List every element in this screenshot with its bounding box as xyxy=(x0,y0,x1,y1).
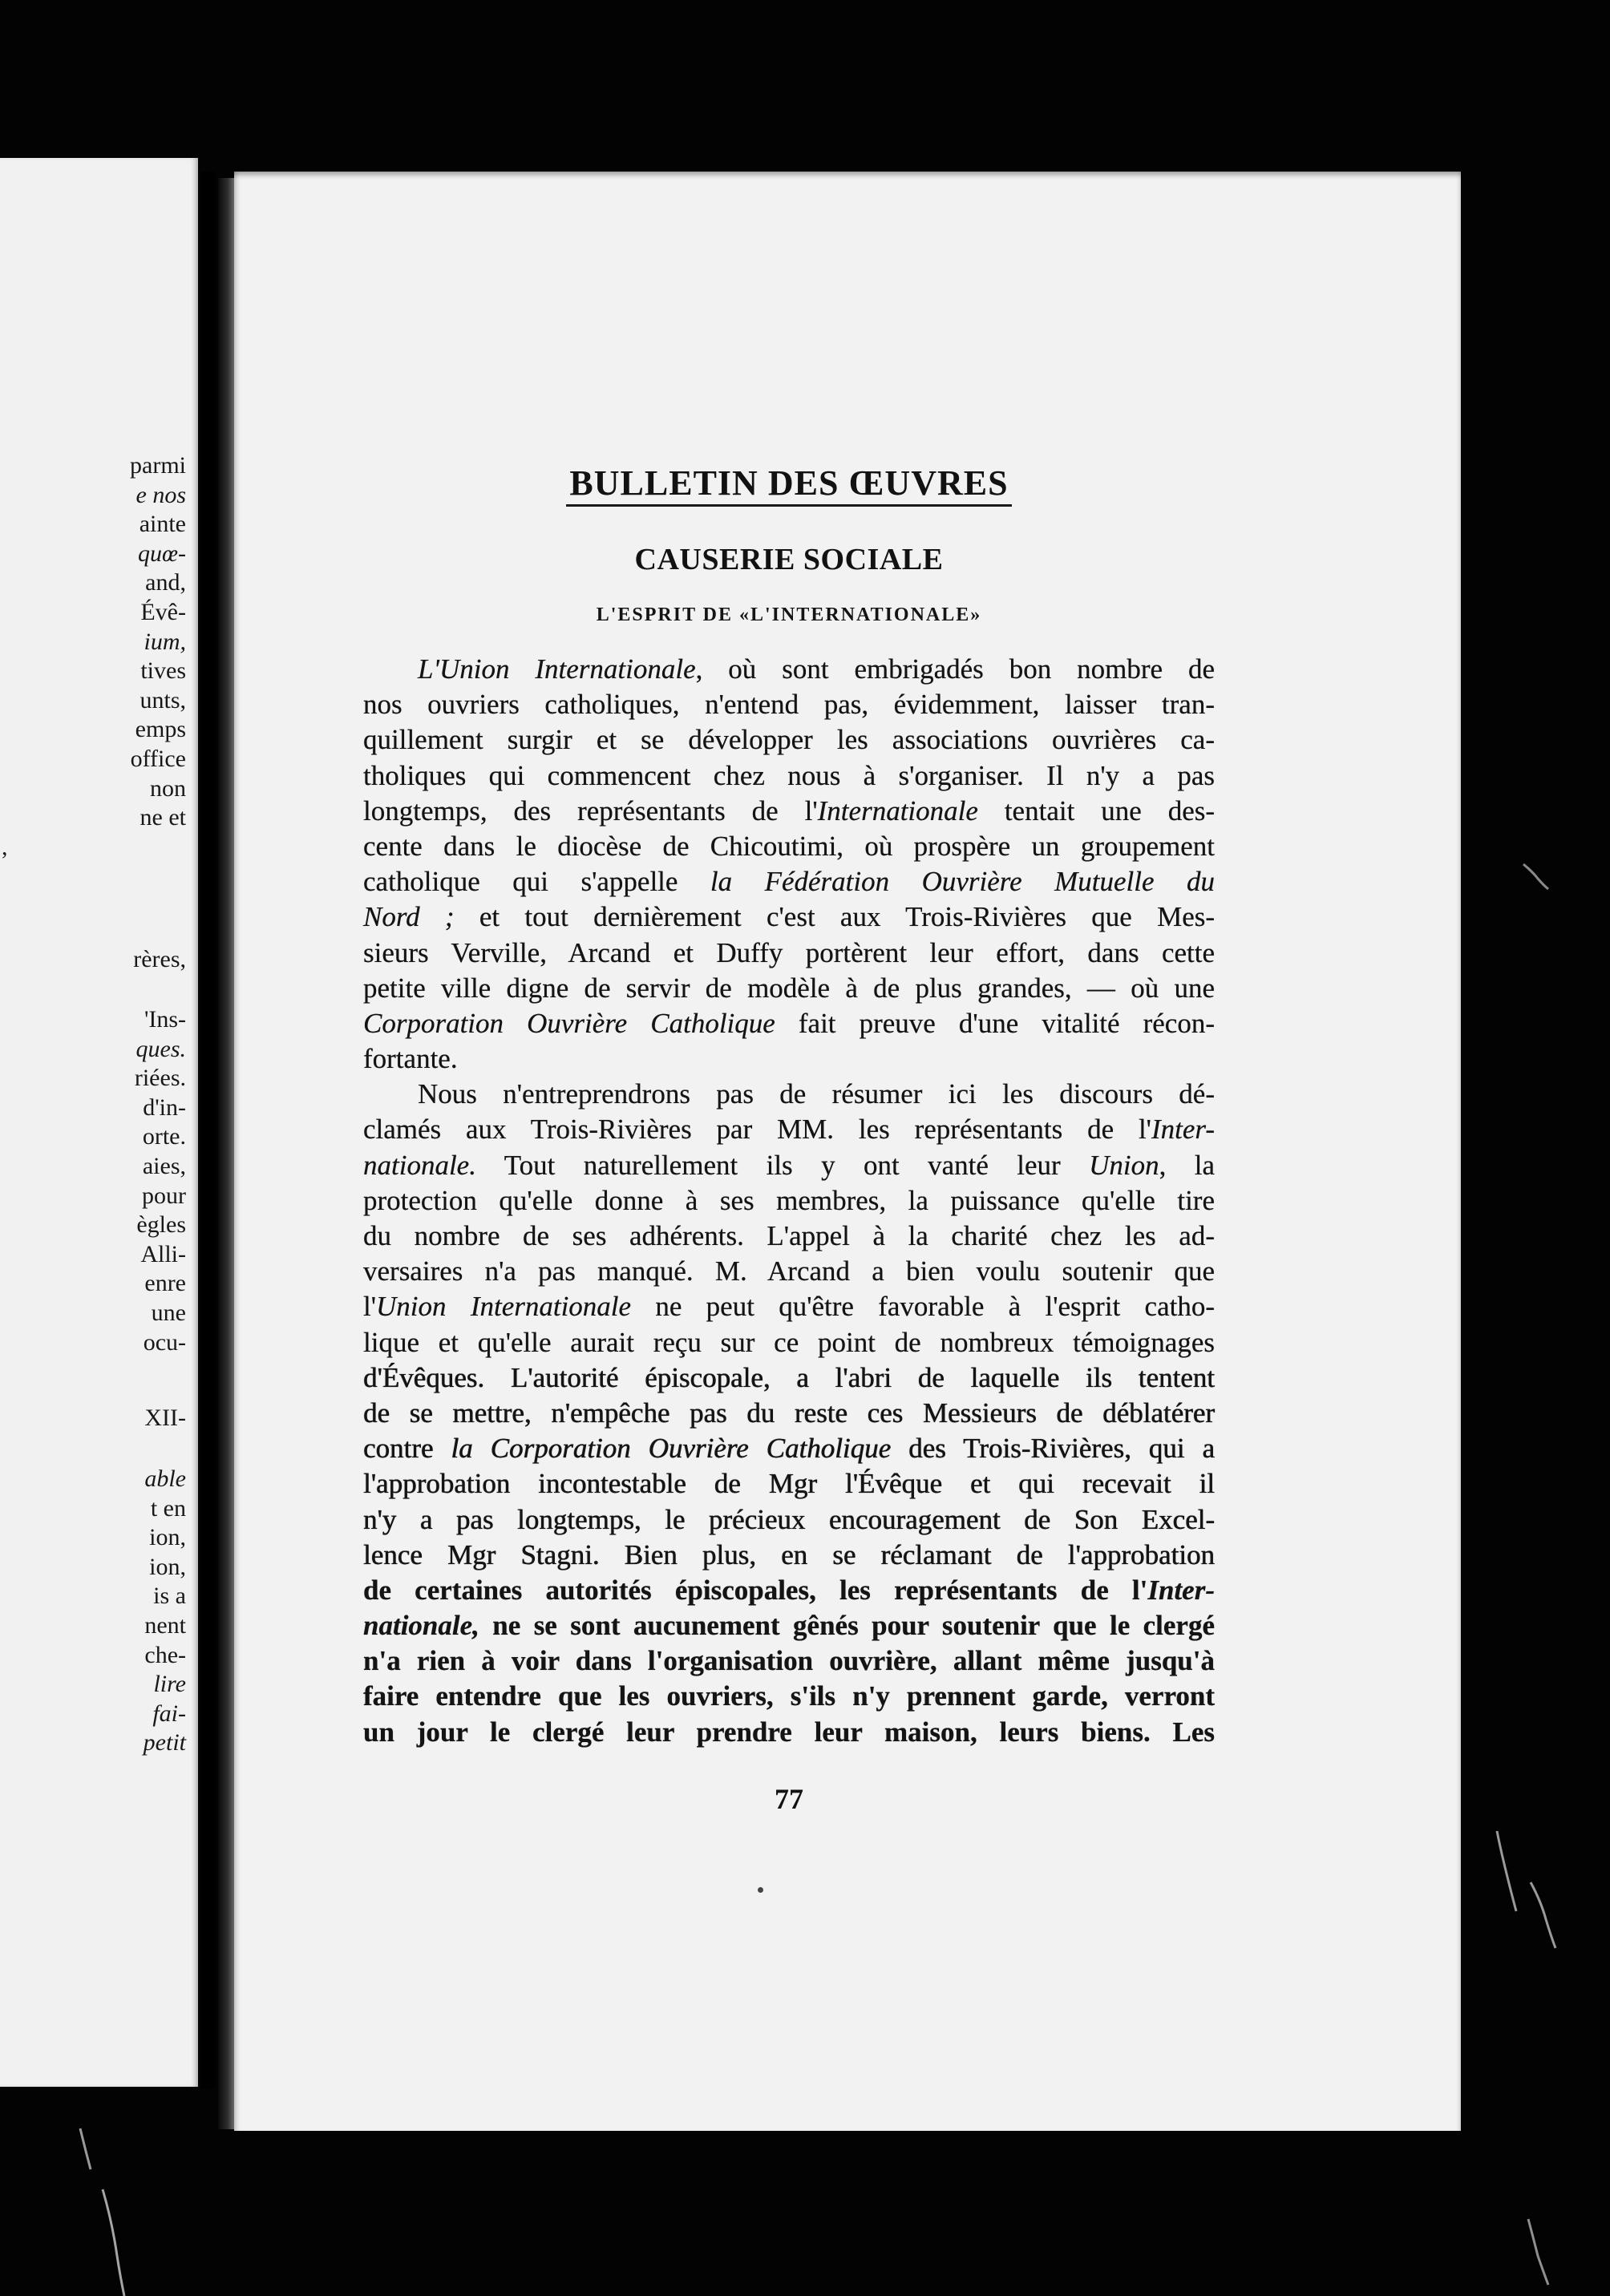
text: de se mettre, n'empêche pas du reste ces Messieurs de déblatérer xyxy=(363,1397,1215,1429)
text: un jour le clergé leur prendre leur maison, leurs biens. Les xyxy=(363,1716,1215,1748)
left-page-line xyxy=(0,1700,186,1729)
text: n'a rien à voir dans l'organisation ouvrière, allant même jusqu'à xyxy=(363,1645,1215,1677)
italic-text: Union Internationale xyxy=(376,1291,632,1323)
left-page-line xyxy=(0,1553,186,1583)
body-line xyxy=(363,1219,1215,1254)
body-line xyxy=(363,1715,1215,1750)
text: une xyxy=(151,1299,186,1326)
left-page-line xyxy=(0,1328,186,1358)
text: ion, xyxy=(149,1524,186,1551)
text: d'Évêques. L'autorité épiscopale, a l'abri de laquelle ils tentent xyxy=(363,1361,1215,1393)
text: ocu- xyxy=(143,1328,186,1356)
left-page xyxy=(0,158,198,2087)
body-line xyxy=(363,687,1215,722)
text: unts, xyxy=(140,686,186,713)
italic-text: L'Union Internationale xyxy=(418,653,696,685)
body-line xyxy=(363,722,1215,758)
body-line xyxy=(363,1077,1215,1112)
left-page-line xyxy=(0,1093,186,1123)
italic-text: Inter- xyxy=(1151,1114,1215,1146)
left-page-line xyxy=(0,1269,186,1299)
text: office xyxy=(130,745,186,772)
text: des Trois-Rivières, qui a xyxy=(891,1433,1215,1465)
text: Alli- xyxy=(140,1240,186,1267)
text: d'in- xyxy=(143,1093,186,1121)
left-page-line xyxy=(0,715,186,745)
text: is a xyxy=(153,1583,186,1610)
left-page-line xyxy=(0,1494,186,1524)
italic-text: Inter- xyxy=(1147,1574,1215,1606)
left-page-line xyxy=(0,598,186,628)
section-title: CAUSERIE SOCIALE xyxy=(634,543,944,576)
text: n'y a pas longtemps, le précieux encouragement de Son Excel- xyxy=(363,1503,1215,1535)
text: che- xyxy=(144,1641,186,1668)
left-page-line xyxy=(0,1005,186,1035)
left-page-text-block xyxy=(0,451,186,862)
text: orte. xyxy=(142,1123,186,1150)
left-page-line xyxy=(0,1465,186,1494)
italic-text: Nord ; xyxy=(363,901,455,933)
text: riées. xyxy=(134,1065,186,1092)
text: , où sont embrigadés bon nombre de xyxy=(695,653,1216,685)
text: l'approbation incontestable de Mgr l'Évêque et qui recevait il xyxy=(363,1468,1215,1500)
body-line xyxy=(363,1112,1215,1147)
italic-text: e nos xyxy=(136,481,186,508)
left-page-text-block xyxy=(0,1404,186,1433)
italic-text: petit xyxy=(143,1729,186,1756)
left-page-line xyxy=(0,745,186,774)
body-line xyxy=(363,899,1215,935)
body-text xyxy=(363,652,1215,1750)
left-page-line xyxy=(0,945,186,975)
section-subheading: L'ESPRIT DE «L'INTERNATIONALE» xyxy=(596,604,982,625)
page-edge-shadow xyxy=(218,178,234,2129)
italic-text: nationale, xyxy=(363,1610,479,1642)
left-page-line xyxy=(0,1152,186,1182)
text: ne se sont aucunement gênés pour soutenir que le clergé xyxy=(479,1610,1215,1642)
italic-text: ium, xyxy=(144,628,186,655)
italic-text: nationale. xyxy=(363,1149,476,1181)
text: XII- xyxy=(144,1405,186,1431)
scan-scratch xyxy=(103,2189,124,2296)
document-title: BULLETIN DES ŒUVRES xyxy=(566,465,1011,507)
body-line xyxy=(363,652,1215,687)
body-line xyxy=(363,1502,1215,1538)
italic-text: la Corporation Ouvrière Catholique xyxy=(451,1433,892,1465)
left-page-line xyxy=(0,1582,186,1611)
text: tentait une des- xyxy=(977,794,1216,827)
italic-text: Union xyxy=(1089,1149,1159,1181)
scan-scratch xyxy=(1528,2219,1548,2285)
text: sieurs Verville, Arcand et Duffy portèrent leur effort, dans cette xyxy=(363,936,1215,968)
left-page-line xyxy=(0,1299,186,1328)
left-page-line xyxy=(0,774,186,804)
text: cente dans le diocèse de Chicoutimi, où prospère un groupement xyxy=(363,830,1215,862)
body-line xyxy=(363,1254,1215,1289)
text: aies, xyxy=(142,1152,186,1179)
text: lence Mgr Stagni. Bien plus, en se réclamant de l'approbation xyxy=(363,1538,1215,1570)
body-line xyxy=(363,1289,1215,1324)
text: t en xyxy=(150,1494,186,1522)
text: l' xyxy=(363,1291,377,1323)
text: lique et qu'elle aurait reçu sur ce point de nombreux témoignages xyxy=(363,1326,1215,1358)
body-line xyxy=(363,1360,1215,1396)
left-page-text-block xyxy=(0,945,186,975)
left-page-line xyxy=(0,1122,186,1152)
italic-text: quœ- xyxy=(138,540,186,567)
body-line xyxy=(363,1006,1215,1041)
text: rères, xyxy=(133,946,186,972)
body-line xyxy=(363,1679,1215,1714)
text: faire entendre que les ouvriers, s'ils n'y prennent garde, verront xyxy=(363,1680,1215,1712)
text: protection qu'elle donne à ses membres, la puissance qu'elle tire xyxy=(363,1184,1215,1216)
text: Nous n'entreprendrons pas de résumer ici les discours dé- xyxy=(418,1078,1215,1110)
left-page-line xyxy=(0,1670,186,1700)
left-page-line xyxy=(0,833,186,863)
text: catholique qui s'appelle xyxy=(363,866,710,898)
left-page-text-block xyxy=(0,1465,186,1758)
body-line xyxy=(363,1608,1215,1643)
text: , la xyxy=(1159,1149,1215,1181)
body-line xyxy=(363,1431,1215,1466)
left-page-line xyxy=(0,628,186,657)
left-page-line xyxy=(0,657,186,686)
text: fait preuve d'une vitalité récon- xyxy=(775,1007,1215,1039)
body-line xyxy=(363,1466,1215,1502)
left-page-line xyxy=(0,510,186,540)
text: and, xyxy=(145,569,186,596)
paragraph xyxy=(363,652,1215,1077)
scan-scratch xyxy=(1497,1831,1516,1911)
right-page xyxy=(234,172,1461,2131)
italic-text: la Fédération Ouvrière Mutuelle du xyxy=(710,866,1215,898)
text: , xyxy=(2,833,8,860)
left-page-line xyxy=(0,1182,186,1211)
body-line xyxy=(363,864,1215,899)
text: Évê- xyxy=(140,598,186,625)
document-title-row xyxy=(363,465,1215,507)
scan-scratch xyxy=(1531,1882,1555,1948)
body-line xyxy=(363,971,1215,1006)
scan-scratch xyxy=(80,2128,91,2169)
body-line xyxy=(363,1643,1215,1679)
left-page-line xyxy=(0,1523,186,1553)
body-line xyxy=(363,1396,1215,1431)
text: parmi xyxy=(130,452,186,479)
left-page-line xyxy=(0,803,186,833)
text: contre xyxy=(363,1433,451,1465)
left-page-line xyxy=(0,540,186,569)
text: ainte xyxy=(139,511,186,538)
text: de certaines autorités épiscopales, les représentants de l' xyxy=(363,1574,1148,1606)
body-line xyxy=(363,758,1215,794)
text: et tout dernièrement c'est aux Trois-Rivières que Mes- xyxy=(454,901,1216,933)
text: du nombre de ses adhérents. L'appel à la charité chez les ad- xyxy=(363,1220,1215,1251)
gutter xyxy=(201,172,215,2089)
left-page-line xyxy=(0,1211,186,1240)
text: nent xyxy=(144,1611,186,1639)
left-page-line xyxy=(0,1611,186,1641)
scan-scratch xyxy=(1523,864,1548,889)
text: emps xyxy=(135,716,186,743)
body-line xyxy=(363,1325,1215,1360)
body-line xyxy=(363,936,1215,971)
left-page-line xyxy=(0,1240,186,1270)
italic-text: Internationale xyxy=(817,794,978,827)
paragraph xyxy=(363,1077,1215,1750)
italic-text: able xyxy=(144,1465,186,1492)
text: enre xyxy=(144,1270,186,1297)
italic-text: Corporation Ouvrière Catholique xyxy=(363,1007,775,1039)
left-page-text-block xyxy=(0,1005,186,1357)
text: ègles xyxy=(136,1211,186,1239)
italic-text: ques. xyxy=(136,1035,186,1062)
text: Tout naturellement ils y ont vanté leur xyxy=(475,1149,1090,1181)
left-page-line xyxy=(0,1064,186,1093)
italic-text: fai- xyxy=(152,1700,186,1727)
body-line xyxy=(363,1148,1215,1183)
body-line xyxy=(363,794,1215,829)
left-page-line xyxy=(0,1035,186,1065)
text: non xyxy=(150,774,186,802)
text: fortante. xyxy=(363,1043,458,1075)
text: petite ville digne de servir de modèle à de plus grandes, — où une xyxy=(363,972,1215,1004)
text: clamés aux Trois-Rivières par MM. les représentants de l' xyxy=(363,1114,1151,1146)
text: ion, xyxy=(149,1553,186,1580)
text: 'Ins- xyxy=(144,1006,186,1033)
italic-text: lire xyxy=(153,1671,186,1698)
left-page-line xyxy=(0,568,186,598)
text: ne peut qu'être favorable à l'esprit catho- xyxy=(631,1291,1215,1323)
text: pour xyxy=(142,1182,186,1209)
left-page-line xyxy=(0,1404,186,1433)
left-page-line xyxy=(0,686,186,716)
left-page-line xyxy=(0,1728,186,1758)
body-line xyxy=(363,1041,1215,1077)
text: tholiques qui commencent chez nous à s'organiser. Il n'y a pas xyxy=(363,759,1215,791)
text: longtemps, des représentants de l' xyxy=(363,794,818,827)
page-number: 77 xyxy=(775,1783,803,1815)
left-page-line xyxy=(0,451,186,481)
text: versaires n'a pas manqué. M. Arcand a bien voulu soutenir que xyxy=(363,1255,1215,1287)
body-line xyxy=(363,829,1215,864)
body-line xyxy=(363,1538,1215,1573)
body-line xyxy=(363,1573,1215,1608)
left-page-line xyxy=(0,1641,186,1671)
text: nos ouvriers catholiques, n'entend pas, évidemment, laisser tran- xyxy=(363,689,1215,721)
text: ne et xyxy=(140,804,186,831)
text: quillement surgir et se développer les associations ouvrières ca- xyxy=(363,724,1215,756)
left-page-line xyxy=(0,481,186,511)
body-line xyxy=(363,1183,1215,1219)
text: tives xyxy=(140,657,186,685)
ink-dot xyxy=(758,1887,763,1893)
